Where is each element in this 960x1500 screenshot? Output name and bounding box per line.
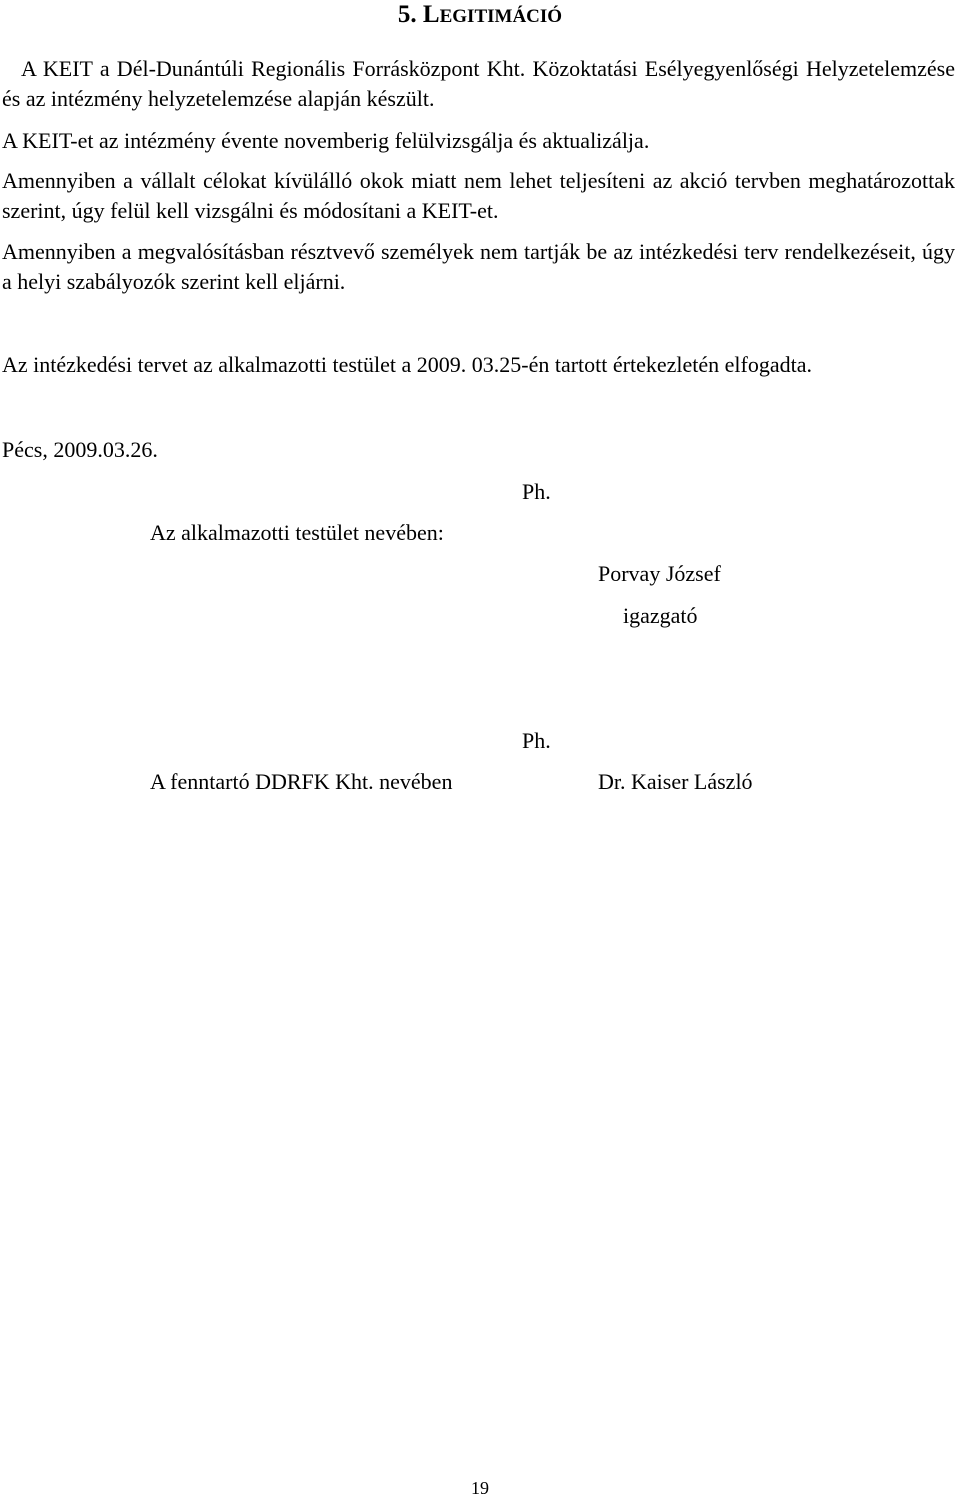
signer-1-name: Porvay József — [598, 561, 721, 586]
stamp-mark-2: Ph. — [522, 728, 551, 753]
paragraph-review: A KEIT-et az intézmény évente novemberig felülvizsgálja és aktualizálja. — [2, 128, 650, 153]
section-heading — [0, 0, 960, 32]
section-title-initial: L — [422, 1, 440, 28]
paragraph-basis: A KEIT a Dél-Dunántúli Regionális Forrásközpont Kht. Közoktatási Esélyegyenlőségi Helyzetelemzése és az intézmény helyzetelemzése alapján készült. — [2, 56, 955, 111]
maintainer-signature-label: A fenntartó DDRFK Kht. nevében — [150, 769, 453, 794]
page-number: 19 — [471, 1478, 489, 1498]
paragraph-modification: Amennyiben a vállalt célokat kívülálló okok miatt nem lehet teljesíteni az akció tervben meghatározottak szerint, úgy felül kell vizsgálni és módosítani a KEIT-et. — [2, 168, 955, 223]
section-number: 5. — [397, 1, 417, 28]
signer-2-name: Dr. Kaiser László — [598, 769, 753, 794]
section-title-rest: EGITIMÁCIÓ — [439, 6, 563, 27]
staff-signature-label: Az alkalmazotti testület nevében: — [150, 520, 444, 545]
paragraph-adoption: Az intézkedési tervet az alkalmazotti testület a 2009. 03.25-én tartott értekezletén elfogadta. — [2, 352, 812, 377]
place-date: Pécs, 2009.03.26. — [2, 437, 158, 462]
stamp-mark-1: Ph. — [522, 479, 551, 504]
signer-1-title: igazgató — [623, 603, 698, 628]
paragraph-compliance: Amennyiben a megvalósításban résztvevő személyek nem tartják be az intézkedési terv rendelkezéseit, úgy a helyi szabályozók szerint kell eljárni. — [2, 239, 955, 294]
